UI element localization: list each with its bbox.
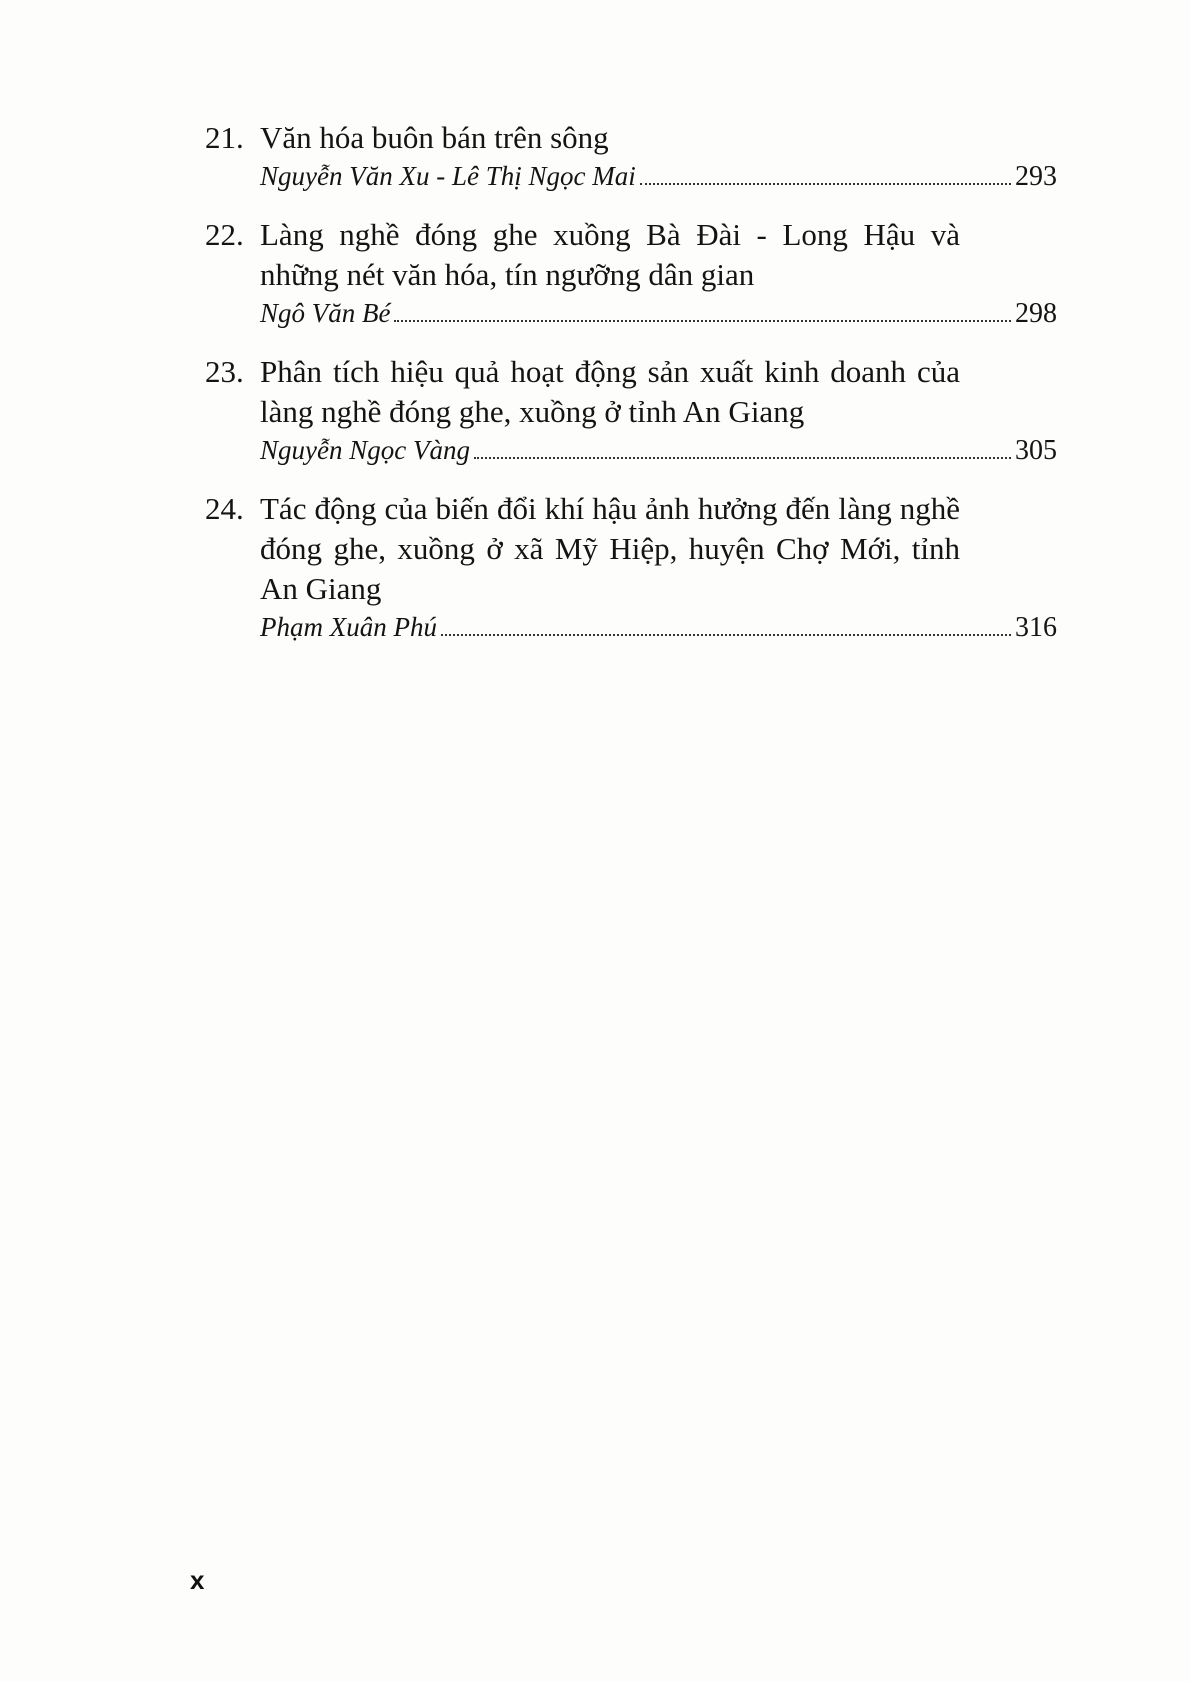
toc-entry-page: 293 [1015,161,1057,192]
toc-entry-title: Tác động của biến đổi khí hậu ảnh hưởng đến làng nghề đóng ghe, xuồng ở xã Mỹ Hiệp, huyện Chợ Mới, tỉnh An Giang [260,491,960,606]
toc-entry-number: 21. [205,120,244,155]
toc-entry-number: 24. [205,491,244,526]
toc-entry [205,215,1057,332]
toc-entry-title-row [205,352,1057,432]
toc-entry-title-row [205,489,1057,609]
toc-entry-title-row [205,118,1057,158]
toc-entry-title: Phân tích hiệu quả hoạt động sản xuất kinh doanh của làng nghề đóng ghe, xuồng ở tỉnh An Giang [260,354,960,429]
toc-entry-author-row [260,609,1057,646]
dot-leader [441,633,1011,636]
toc-entry-author-row [260,158,1057,195]
toc-entry-number: 23. [205,354,244,389]
toc-entry-page: 305 [1015,435,1057,466]
toc-entry-title-row [205,215,1057,295]
toc-entry-page: 298 [1015,298,1057,329]
toc-entry-page: 316 [1015,612,1057,643]
toc-entry [205,489,1057,646]
toc-entry [205,118,1057,195]
dot-leader [640,182,1011,185]
dot-leader [394,319,1011,322]
page-marker: x [190,1565,205,1595]
toc-entry-author-row [260,295,1057,332]
dot-leader [474,456,1011,459]
toc-entry-title: Văn hóa buôn bán trên sông [260,120,609,155]
toc-entry [205,352,1057,469]
table-of-contents [205,118,1057,666]
toc-entry-author: Nguyễn Văn Xu - Lê Thị Ngọc Mai [260,161,636,191]
toc-entry-number: 22. [205,217,244,252]
toc-entry-author: Phạm Xuân Phú [260,612,437,642]
toc-entry-author-row [260,432,1057,469]
toc-entry-author: Nguyễn Ngọc Vàng [260,435,470,465]
toc-entry-title: Làng nghề đóng ghe xuồng Bà Đài - Long Hậu và những nét văn hóa, tín ngưỡng dân gian [260,217,960,292]
toc-entry-author: Ngô Văn Bé [260,298,391,328]
